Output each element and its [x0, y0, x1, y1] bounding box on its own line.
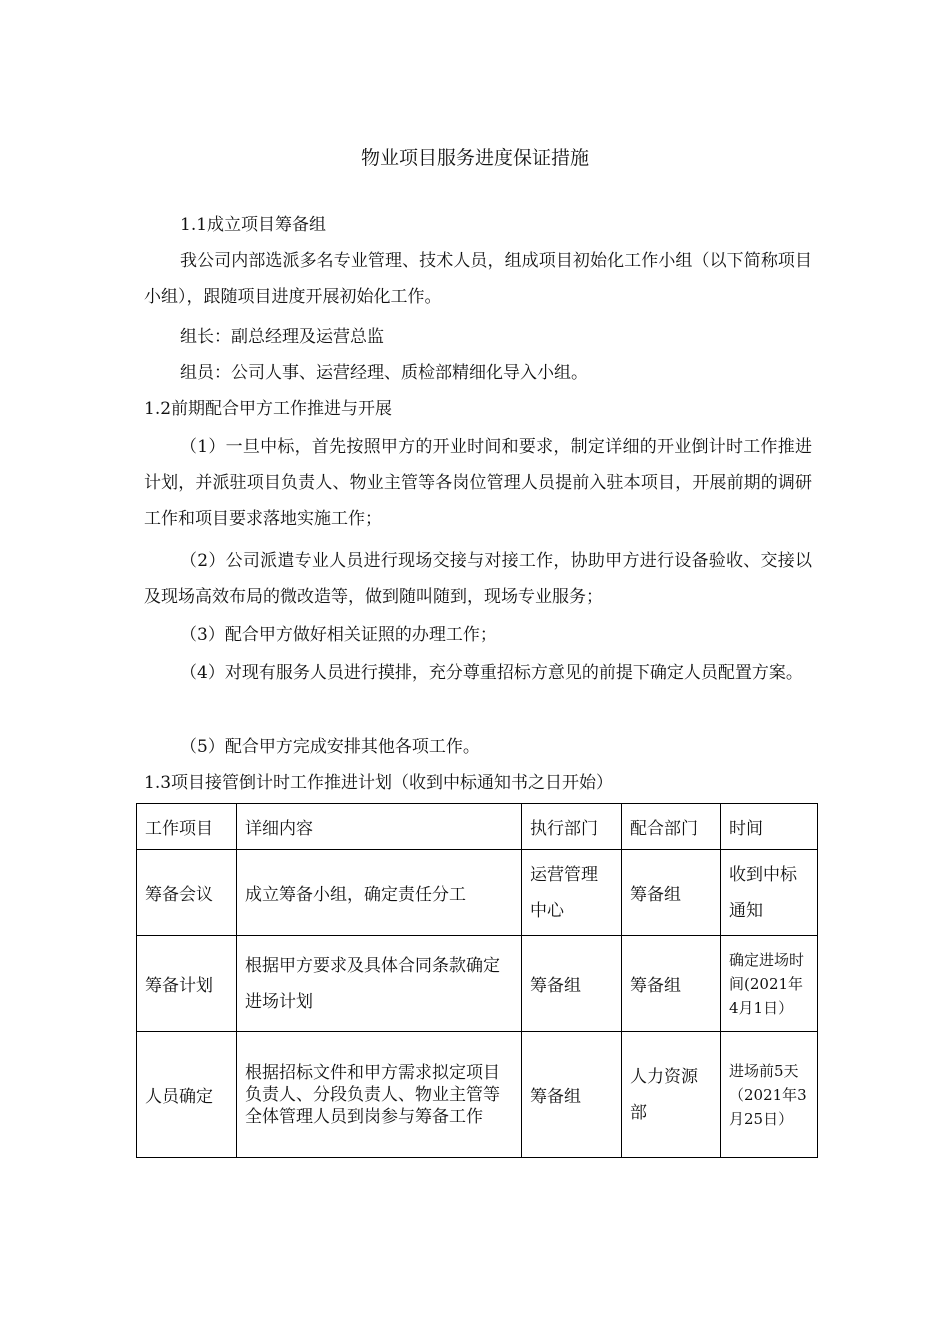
table-cell: 成立筹备小组，确定责任分工: [237, 850, 522, 936]
table-header-row: [137, 804, 818, 850]
section-1-2-paragraph-5: （5）配合甲方完成安排其他各项工作。: [180, 737, 480, 757]
section-1-3-heading: 1.3项目接管倒计时工作推进计划（收到中标通知书之日开始）: [144, 773, 614, 793]
table-header-cell: 执行部门: [522, 804, 622, 850]
section-1-1-heading: 1.1成立项目筹备组: [180, 215, 327, 235]
table-cell: 筹备组: [622, 850, 721, 936]
table-cell: 筹备组: [622, 936, 721, 1032]
table-cell: 根据招标文件和甲方需求拟定项目负责人、分段负责人、物业主管等全体管理人员到岗参与筹备工作: [237, 1032, 522, 1158]
table-cell: 筹备计划: [137, 936, 237, 1032]
table-row: [137, 936, 818, 1032]
section-1-2-paragraph-3: （3）配合甲方做好相关证照的办理工作；: [180, 625, 497, 645]
section-1-2-paragraph-2: （2）公司派遣专业人员进行现场交接与对接工作，协助甲方进行设备验收、交接以及现场高效布局的微改造等，做到随叫随到，现场专业服务；: [144, 551, 812, 607]
table-header-cell: 时间: [721, 804, 818, 850]
section-1-1-paragraph-1: 我公司内部选派多名专业管理、技术人员，组成项目初始化工作小组（以下简称项目小组），跟随项目进度开展初始化工作。: [144, 251, 812, 307]
table-header-cell: 详细内容: [237, 804, 522, 850]
table-cell: 运营管理中心: [522, 850, 622, 936]
section-1-1-paragraph-3: 组员：公司人事、运营经理、质检部精细化导入小组。: [180, 363, 588, 383]
section-1-2-paragraph-1: （1）一旦中标，首先按照甲方的开业时间和要求，制定详细的开业倒计时工作推进计划，并派驻项目负责人、物业主管等各岗位管理人员提前入驻本项目，开展前期的调研工作和项目要求落地实施工作；: [144, 437, 812, 529]
schedule-table: [136, 803, 818, 1158]
table-cell: 收到中标通知: [721, 850, 818, 936]
table-cell: 进场前5天（2021年3月25日）: [721, 1032, 818, 1158]
table-cell: 确定进场时间(2021年4月1日）: [721, 936, 818, 1032]
section-1-2-paragraph-4: （4）对现有服务人员进行摸排，充分尊重招标方意见的前提下确定人员配置方案。: [180, 663, 803, 683]
table-row: [137, 850, 818, 936]
table-cell: 根据甲方要求及具体合同条款确定进场计划: [237, 936, 522, 1032]
section-1-1-paragraph-2: 组长：副总经理及运营总监: [180, 327, 384, 347]
table-cell: 筹备组: [522, 1032, 622, 1158]
table-cell: 筹备会议: [137, 850, 237, 936]
table-header-cell: 工作项目: [137, 804, 237, 850]
section-1-2-heading: 1.2前期配合甲方工作推进与开展: [144, 399, 393, 419]
table-cell: 人员确定: [137, 1032, 237, 1158]
table-cell: 人力资源部: [622, 1032, 721, 1158]
table-row: [137, 1032, 818, 1158]
table-header-cell: 配合部门: [622, 804, 721, 850]
table-cell: 筹备组: [522, 936, 622, 1032]
document-title: 物业项目服务进度保证措施: [360, 147, 589, 169]
